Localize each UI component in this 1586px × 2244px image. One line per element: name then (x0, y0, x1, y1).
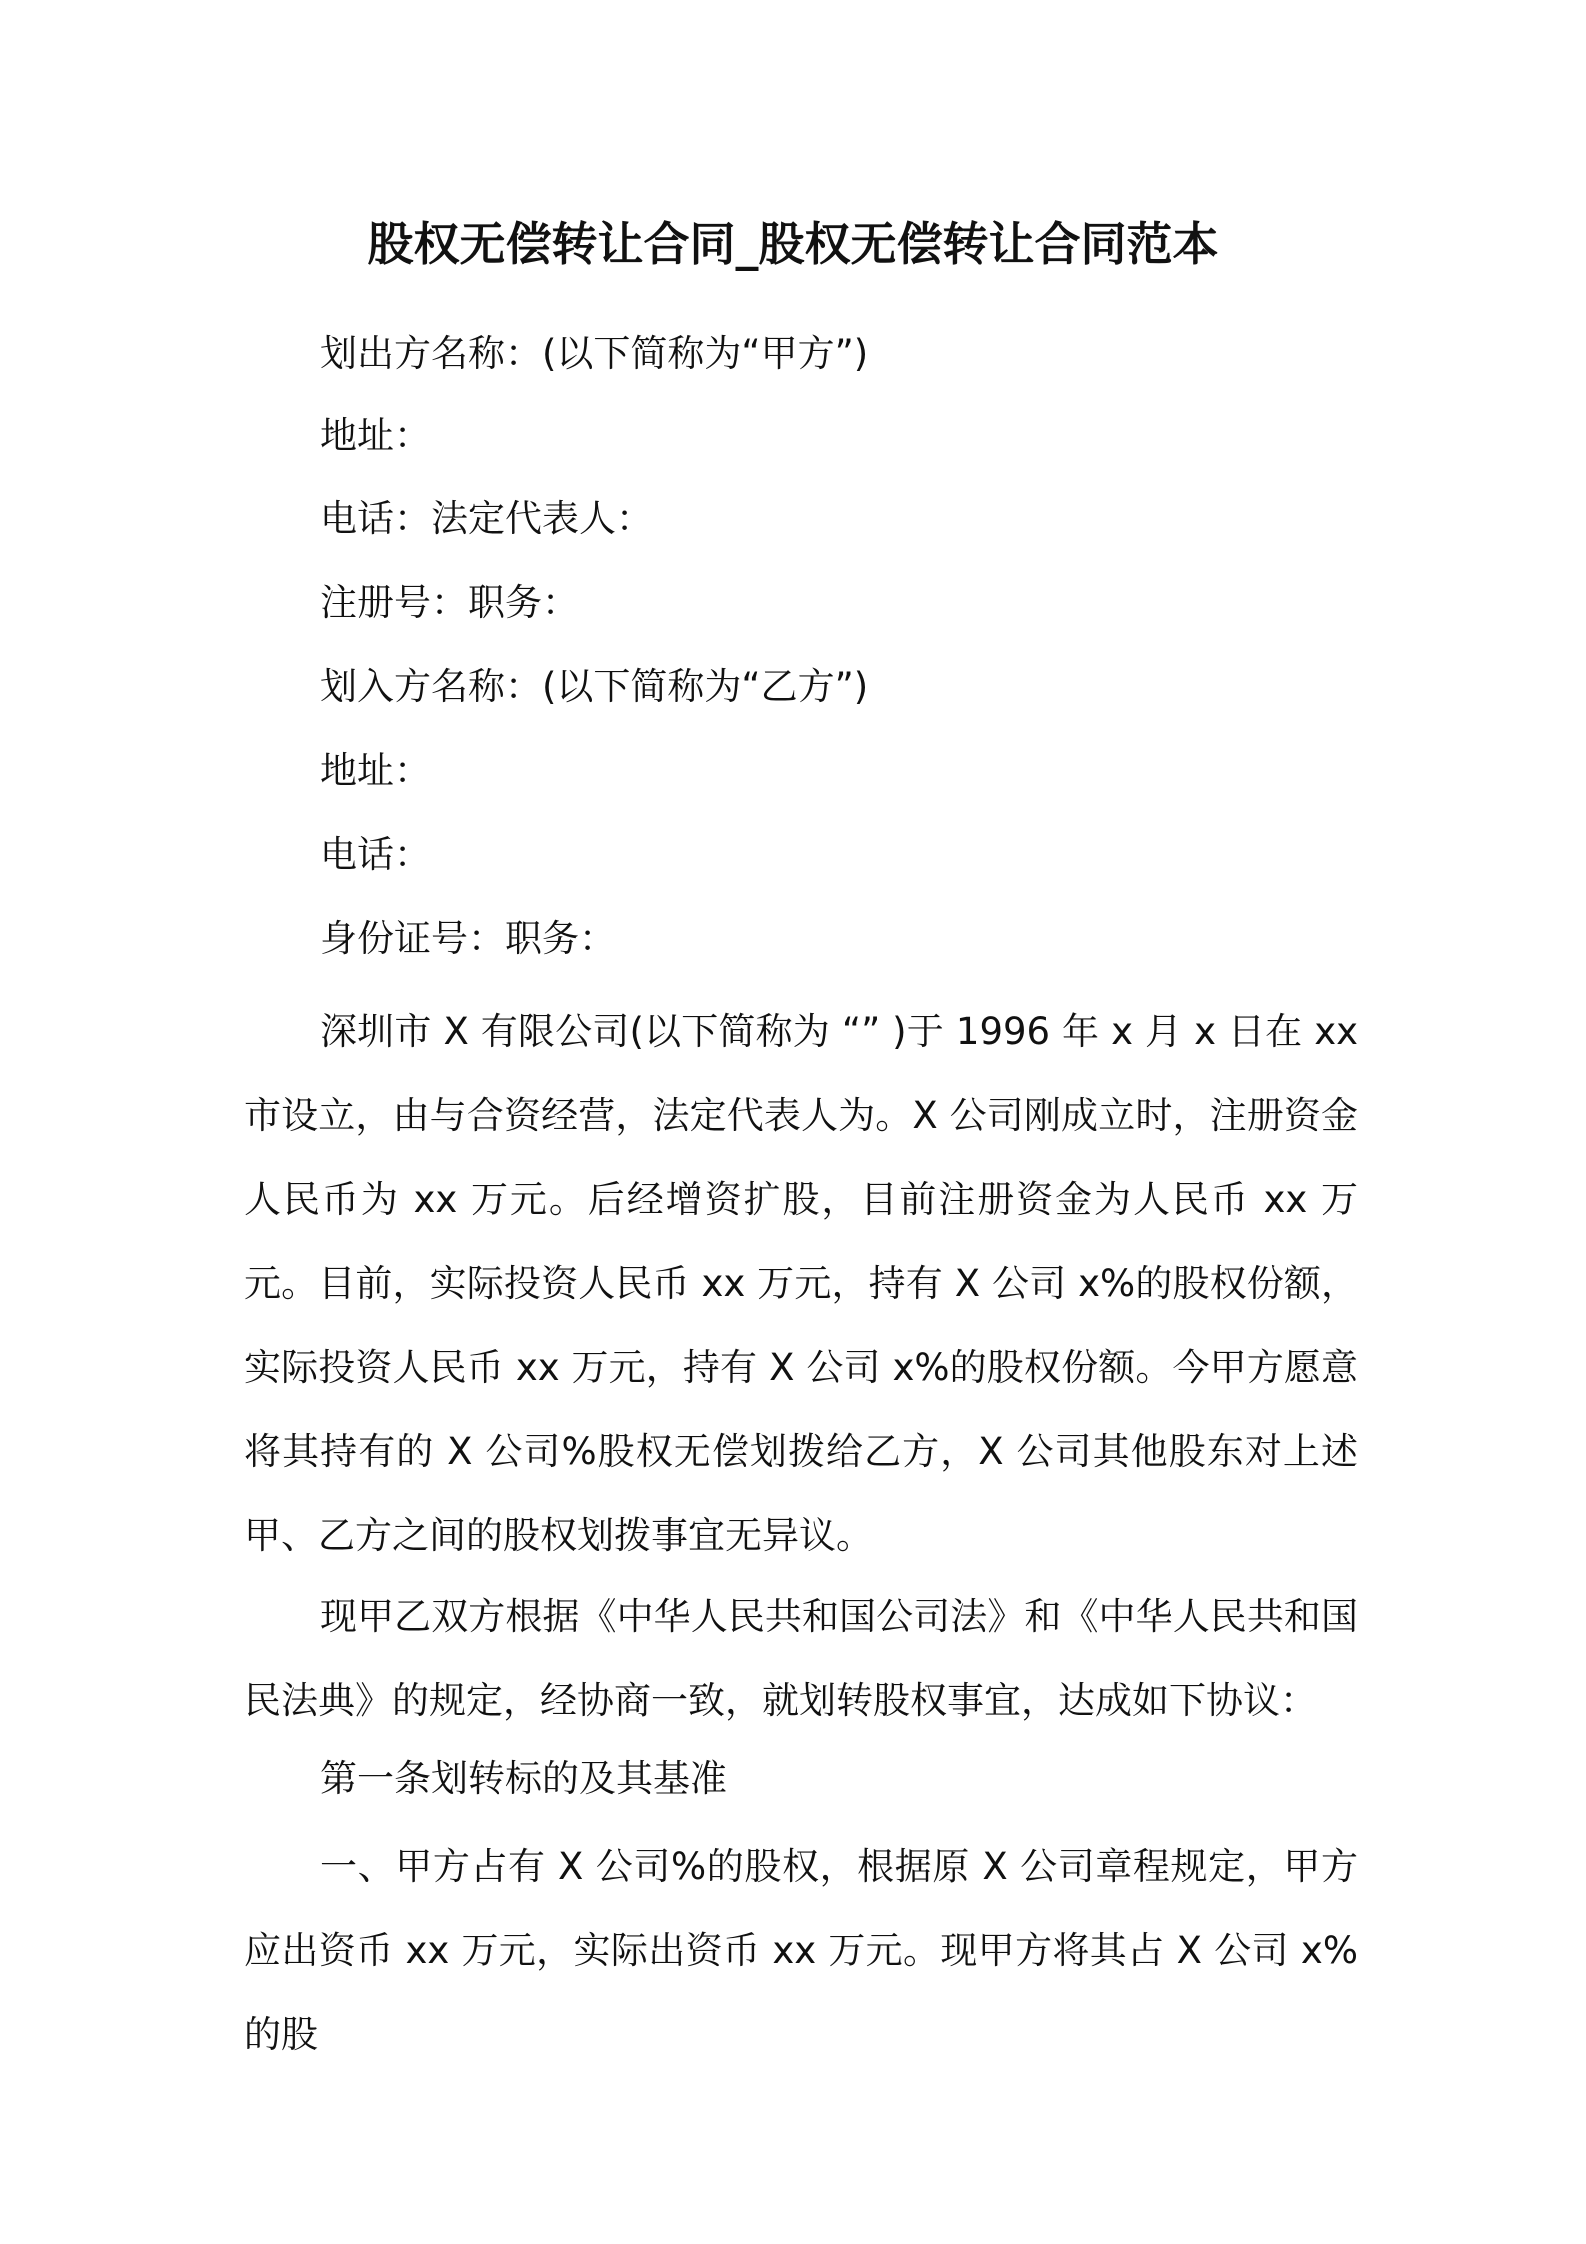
field-transferee-id-position: 身份证号：职务： (320, 917, 616, 960)
paragraph-article-1-clause-1: 一、甲方占有 X 公司%的股权，根据原 X 公司章程规定，甲方应出资币 xx 万元，实际出资币 xx 万元。现甲方将其占 X 公司 x%的股 (244, 1845, 1358, 2056)
field-transferor-registration-position: 注册号：职务： (320, 581, 579, 624)
field-transferor-phone-representative: 电话：法定代表人： (320, 497, 653, 540)
document-title: 股权无偿转让合同_股权无偿转让合同范本 (367, 217, 1219, 271)
field-transferee-address: 地址： (320, 749, 431, 792)
paragraph-legal-basis: 现甲乙双方根据《中华人民共和国公司法》和《中华人民共和国民法典》的规定，经协商一致，就划转股权事宜，达成如下协议： (244, 1595, 1358, 1722)
paragraph-company-background: 深圳市 X 有限公司(以下简称为 “” )于 1996 年 x 月 x 日在 xx 市设立，由与合资经营，法定代表人为。X 公司刚成立时，注册资金人民币为 xx 万元。后经增资扩股，目前注册资金为人民币 xx 万元。目前，实际投资人民币 xx 万元，持有 X 公司 x%的股权份额，实际投资人民币 xx 万元，持有 X 公司 x%的股权份额。今甲方愿意将其持有的 X 公司%股权无偿划拨给乙方，X 公司其他股东对上述甲、乙方之间的股权划拨事宜无异议。 (244, 1010, 1358, 1557)
section-heading-article-1: 第一条划转标的及其基准 (320, 1757, 727, 1800)
field-transferor-name: 划出方名称：(以下简称为“甲方”) (320, 332, 869, 375)
field-transferee-name: 划入方名称：(以下简称为“乙方”) (320, 665, 869, 708)
field-transferee-phone: 电话： (320, 833, 431, 876)
field-transferor-address: 地址： (320, 414, 431, 457)
